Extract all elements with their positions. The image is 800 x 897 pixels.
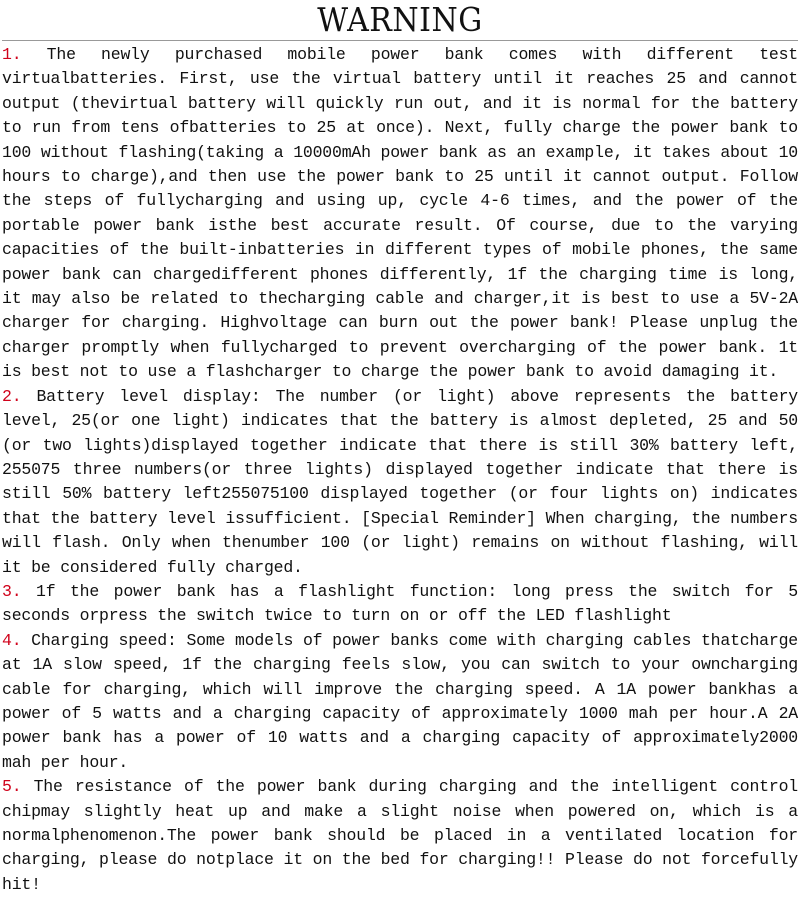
item-number: 4.	[2, 630, 22, 650]
warning-item-5	[2, 775, 798, 897]
item-number: 3.	[2, 581, 22, 601]
item-number: 1.	[2, 45, 22, 64]
item-number: 5.	[2, 777, 22, 797]
item-text: Charging speed: Some models of power banks come with charging cables thatcharge at 1A slow speed, 1f the charging feels slow, you can switch to your owncharging cable for charging, which will improve the charging speed. A 1A power bankhas a power of 5 watts and a charging capacity of approximately 1000 mah per hour.A 2A power bank has a power of 10 watts and a charging capacity of approximately2000 mah per hour.	[2, 630, 798, 772]
page-title: WARNING	[317, 1, 483, 40]
item-text: 1f the power bank has a flashlight function: long press the switch for 5 seconds orpress the switch twice to turn on or off the LED flashlight	[2, 581, 798, 626]
item-number: 2.	[2, 386, 22, 406]
item-text: The newly purchased mobile power bank comes with different test virtualbatteries. First, use the virtual battery until it reaches 25 and cannot output (thevirtual battery will quickly run out, and it is normal for the battery to run from tens ofbatteries to 25 at once). Next, fully charge the power bank to 100 without flashing(taking a 10000mAh power bank as an example, it takes about 10 hours to charge),and then use the power bank to 25 until it cannot output. Follow the steps of fullycharging and using up, cycle 4-6 times, and the power of the portable power bank isthe best accurate result. Of course, due to the varying capacities of the built-inbatteries in different types of mobile phones, the same power bank can chargedifferent phones differently, 1f the charging time is long, it may also be related to thecharging cable and charger,it is best to use a 5V-2A charger for charging. Highvoltage can burn out the power bank! Please unplug the charger promptly when fullycharged to prevent overcharging of the power bank. 1t is best not to use a flashcharger to charge the power bank to avoid damaging it.	[2, 45, 798, 382]
warning-item-1	[2, 43, 798, 385]
item-text: Battery level display: The number (or light) above represents the battery level, 25(or one light) indicates that the battery is almost depleted, 25 and 50 (or two lights)displayed together indicate that there is still 30% battery left, 255075 three numbers(or three lights) displayed together indicate that there is still 50% battery left255075100 displayed together (or four lights on) indicates that the battery level issufficient. [Special Reminder] When charging, the numbers will flash. Only when thenumber 100 (or light) remains on without flashing, will it be considered fully charged.	[2, 386, 798, 577]
warning-item-4	[2, 629, 798, 775]
item-text: The resistance of the power bank during charging and the intelligent control chipmay slightly heat up and make a slight noise when powered on, which is a normalphenomenon.The power bank should be placed in a ventilated location for charging, please do notplace it on the bed for charging!! Please do not forcefully hit!	[2, 777, 798, 894]
warning-item-2	[2, 385, 798, 580]
warning-item-3	[2, 580, 798, 629]
